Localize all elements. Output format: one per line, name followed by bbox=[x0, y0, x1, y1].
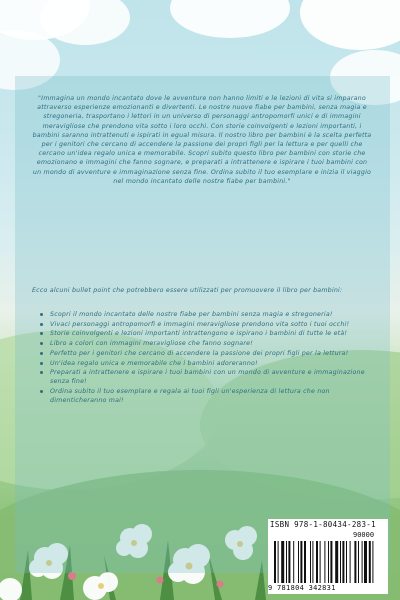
bullet-text: Preparati a intrattenere e ispirare i tuoi bambini con un mondo di avventure e immaginazione senza fine! bbox=[50, 369, 365, 386]
list-item bbox=[40, 368, 370, 386]
list-item bbox=[40, 387, 370, 405]
bullet-text: Storie coinvolgenti e lezioni importanti intrattengono e ispirano i bambini di tutte le età! bbox=[50, 330, 348, 338]
bullet-list bbox=[40, 310, 370, 406]
bullet-text: Scopri il mondo incantato delle nostre fiabe per bambini senza magia e stregoneria! bbox=[50, 311, 333, 318]
bullet-text: Vivaci personaggi antropomorfi e immagini meravigliose prendono vita sotto i tuoi occhi! bbox=[50, 320, 350, 328]
list-item bbox=[40, 329, 370, 338]
barcode-number: 9 781804 342831 bbox=[268, 584, 336, 592]
list-item bbox=[40, 349, 370, 358]
cloud-top-left-2 bbox=[40, 0, 130, 45]
bullet-icon bbox=[40, 332, 43, 335]
bullet-text: Libro a colori con immagini meravigliose che fanno sognare! bbox=[50, 340, 253, 348]
bullet-icon bbox=[40, 313, 43, 316]
list-item bbox=[40, 339, 370, 348]
list-item bbox=[40, 359, 370, 368]
bullet-intro: Ecco alcuni bullet point che potrebbero essere utilizzati per promuovere il libro per bambini: bbox=[32, 287, 343, 294]
bullet-text: Ordina subito il tuo esemplare e regala ai tuoi figli un'esperienza di lettura che non dimenticheranno mai! bbox=[50, 388, 330, 405]
bullet-icon bbox=[40, 390, 43, 393]
list-item bbox=[40, 310, 370, 319]
cloud-top-center bbox=[170, 0, 290, 38]
isbn-text: ISBN 978-1-80434-283-1 bbox=[270, 520, 376, 529]
barcode-icon bbox=[274, 541, 384, 583]
price-code: 90000 bbox=[353, 531, 375, 539]
list-item bbox=[40, 320, 370, 329]
bullet-text: Un'idea regalo unica e memorabile che i bambini adoreranno! bbox=[50, 359, 258, 367]
bullet-icon bbox=[40, 362, 43, 365]
description-quote: "Immagina un mondo incantato dove le avventure non hanno limiti e le lezioni di vita si imparano attraverso esperienze emozionanti e divertenti. Le nostre nuove fiabe per bambini, senza magia e stregoneria, trasportano i lettori in un universo di personaggi antropomorfi unici e di immagini meravigliose che prendono vita sotto i loro occhi. Con storie coinvolgenti e lezioni importanti, i bambini saranno intrattenuti e ispirati in egual misura. Il nostro libro per bambini è la scelta perfetta per i genitori che cercano di accendere la passione dei propri figli per la lettura e per quelli che cercano un'idea regalo unica e memorabile. Scopri subito questo libro per bambini con storie che emozionano e immagini che fanno sognare, e preparati a intrattenere e ispirare i tuoi bambini con un mondo di avventure e immaginazione senza fine. Ordina subito il tuo esemplare e inizia il viaggio nel mondo incantato delle nostre fiabe per bambini." bbox=[32, 95, 372, 185]
bullet-icon bbox=[40, 352, 43, 355]
bullet-icon bbox=[40, 342, 43, 345]
bullet-text: Perfetto per i genitori che cercano di accendere la passione dei propri figli per la lettura! bbox=[50, 349, 349, 357]
cloud-top-right bbox=[300, 0, 400, 50]
bullet-icon bbox=[40, 371, 43, 374]
bullet-icon bbox=[40, 323, 43, 326]
